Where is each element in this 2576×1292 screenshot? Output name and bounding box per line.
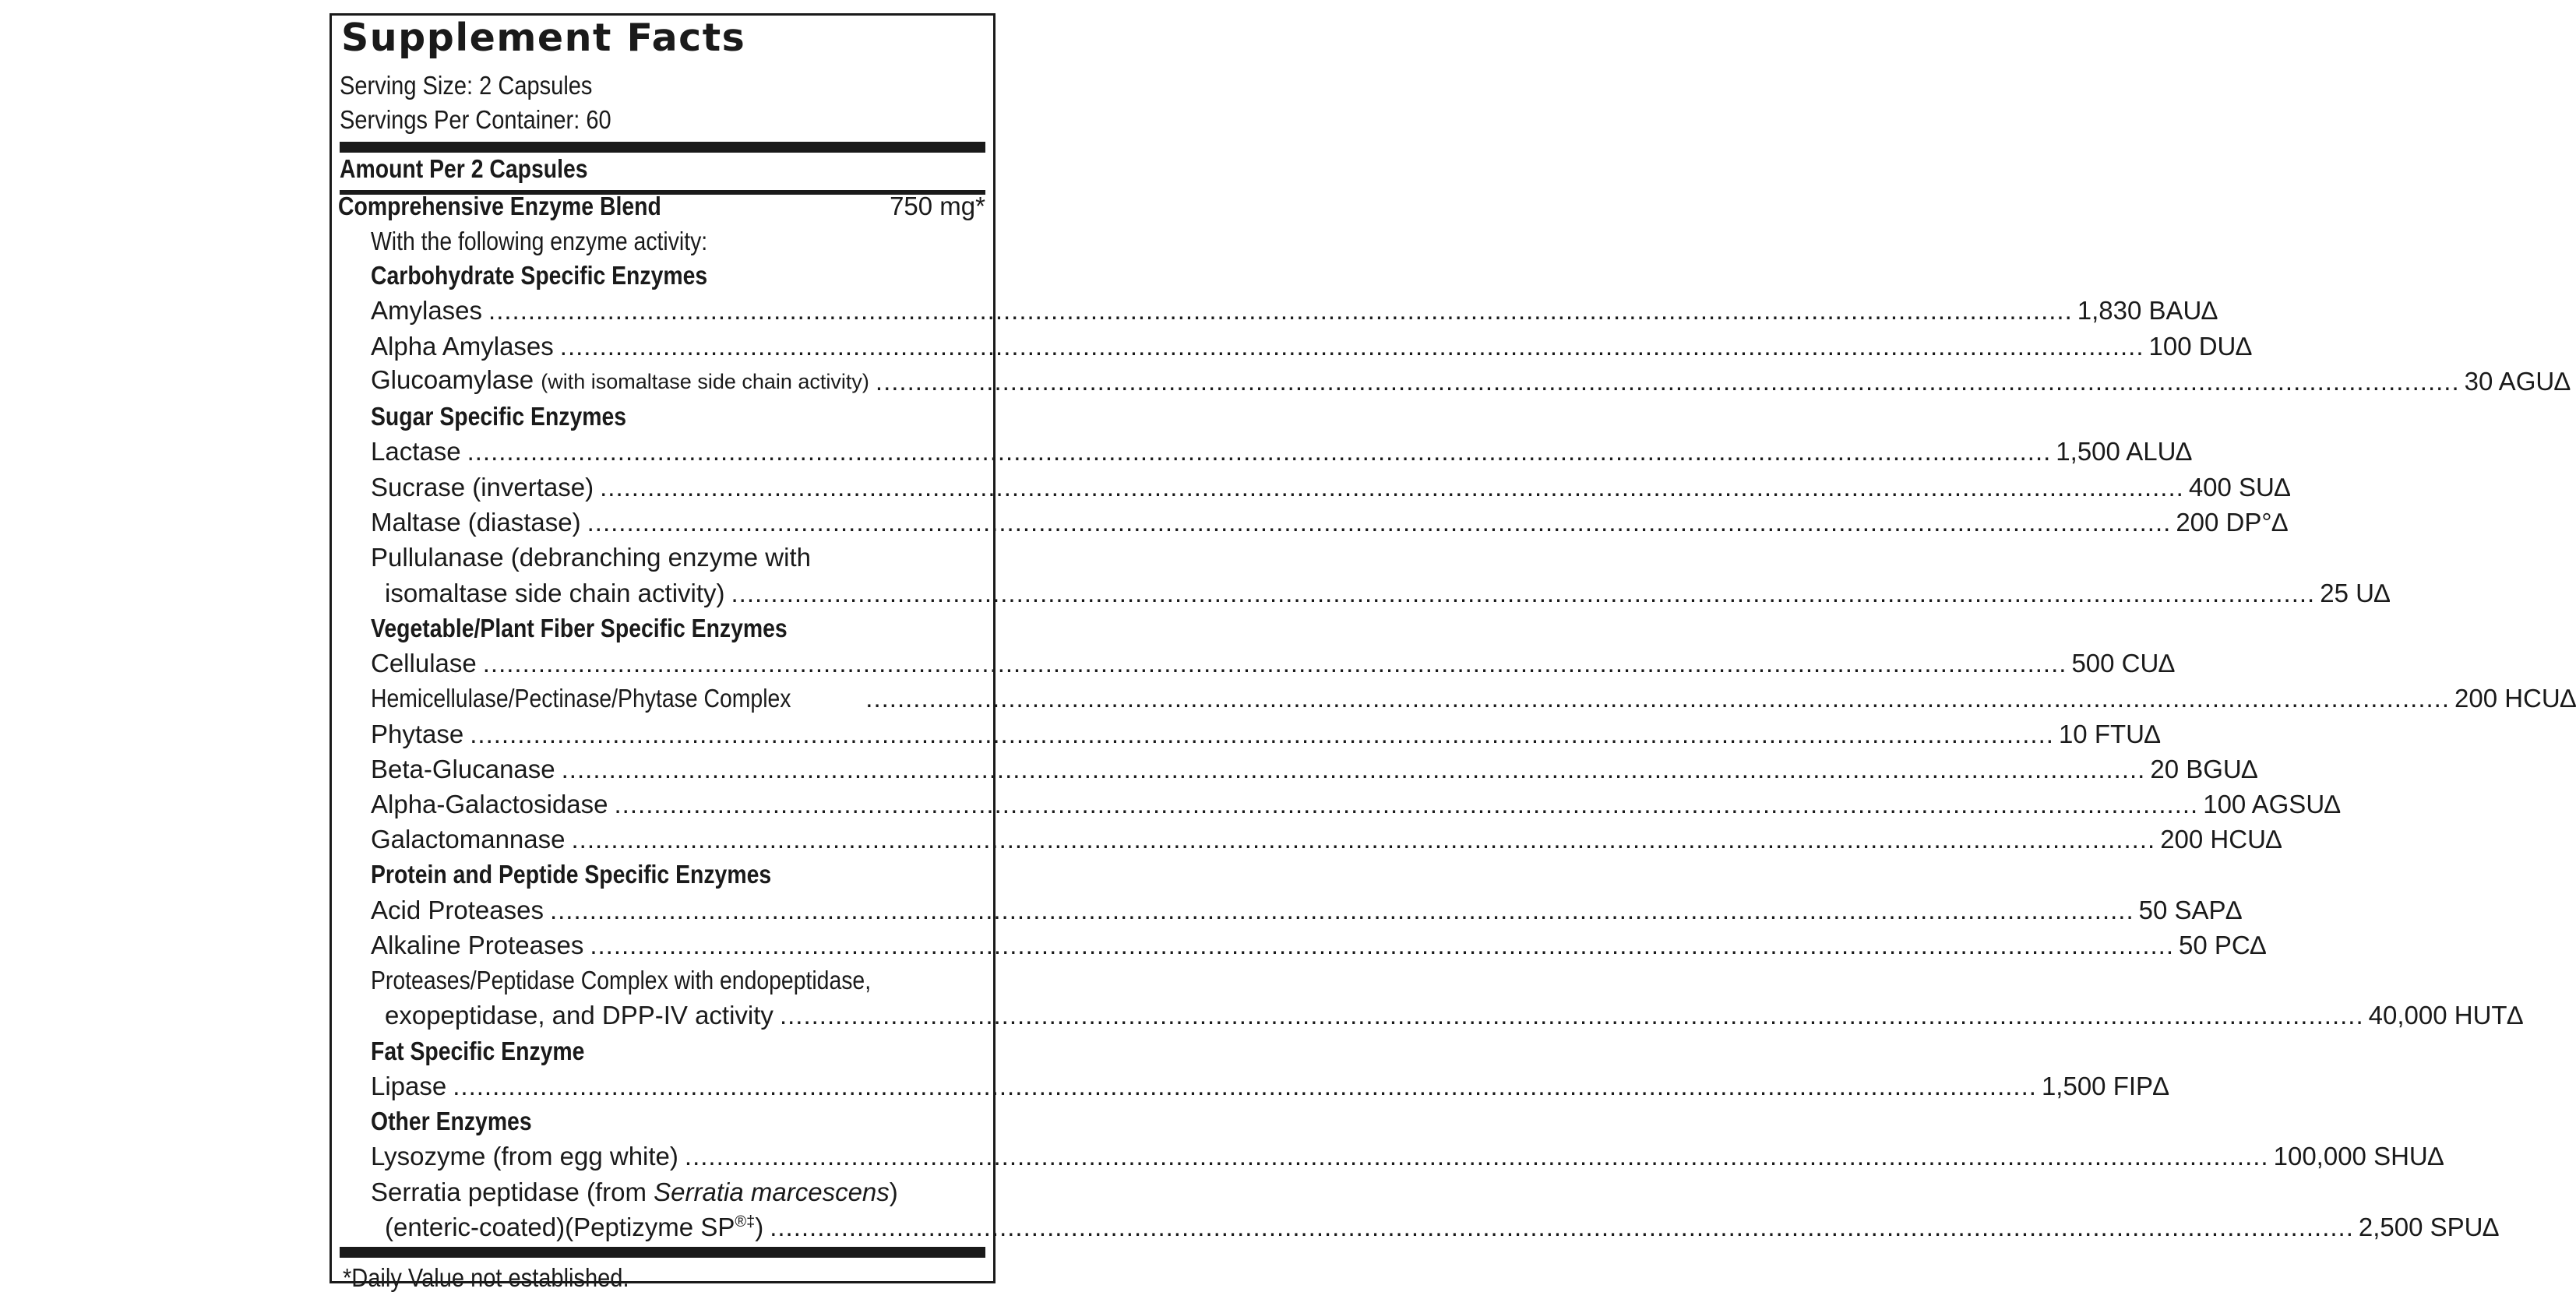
section-fiber: Vegetable/Plant Fiber Specific Enzymes <box>371 614 788 642</box>
enzyme-name: Alkaline Proteases <box>371 931 584 959</box>
enzyme-activity: 200 DP°∆ <box>2176 508 2288 537</box>
leader-dots: ........................................................................................................................................................................................................ <box>482 649 2067 678</box>
leader-dots: ........................................................................................................................................................................................................ <box>684 1142 2269 1171</box>
enzyme-name: Cellulase <box>371 649 477 678</box>
list-item-continued <box>385 1000 2523 1031</box>
list-item <box>371 1177 985 1208</box>
section-heading <box>371 859 985 890</box>
section-sugar: Sugar Specific Enzymes <box>371 402 627 431</box>
section-heading <box>371 1106 985 1137</box>
list-item <box>371 331 2252 362</box>
intro-text: With the following enzyme activity: <box>371 227 708 255</box>
list-item-continued <box>385 1212 2499 1243</box>
serving-size: Serving Size: 2 Capsules <box>340 71 593 100</box>
enzyme-name: Alpha-Galactosidase <box>371 790 608 819</box>
enzyme-name: Glucoamylase <box>371 365 534 394</box>
supplement-facts-panel <box>329 13 2576 1292</box>
list-item <box>371 648 2175 679</box>
list-item <box>371 295 2218 326</box>
enzyme-activity: 100 DU∆ <box>2148 332 2252 361</box>
list-item <box>371 365 2571 397</box>
leader-dots: ........................................................................................................................................................................................................ <box>875 367 2460 396</box>
panel-title: Supplement Facts <box>341 16 746 60</box>
enzyme-activity: 25 U∆ <box>2320 579 2391 607</box>
enzyme-activity: 100,000 SHU∆ <box>2273 1142 2444 1171</box>
leader-dots: ........................................................................................................................................................................................................ <box>731 579 2316 607</box>
list-item <box>371 683 2576 714</box>
enzyme-activity: 30 AGU∆ <box>2464 367 2571 396</box>
list-item <box>371 895 2242 926</box>
enzyme-name: Phytase <box>371 720 464 748</box>
enzyme-name-continued: isomaltase side chain activity) <box>385 579 725 607</box>
section-heading <box>371 401 985 432</box>
trademark-marks: ®‡ <box>735 1213 756 1230</box>
list-item <box>371 472 2291 503</box>
enzyme-activity: 100 AGSU∆ <box>2203 790 2341 819</box>
enzyme-name: Lipase <box>371 1072 447 1100</box>
bottom-divider <box>340 1247 985 1258</box>
enzyme-name: Maltase (diastase) <box>371 508 581 537</box>
enzyme-name: Galactomannase <box>371 825 566 854</box>
enzyme-name: Lactase <box>371 437 461 466</box>
blend-amount: 750 mg* <box>890 192 985 220</box>
list-item <box>371 719 2161 750</box>
enzyme-activity: 2,500 SPU∆ <box>2358 1213 2499 1241</box>
leader-dots: ........................................................................................................................................................................................................ <box>453 1072 2037 1100</box>
list-item <box>371 1141 2444 1172</box>
enzyme-activity: 200 HCU∆ <box>2454 684 2576 713</box>
enzyme-name: Pullulanase (debranching enzyme with <box>371 543 811 572</box>
enzyme-name-end: ) <box>889 1178 898 1206</box>
footnote: *Daily Value not established. <box>343 1263 629 1292</box>
enzyme-activity: 200 HCU∆ <box>2160 825 2282 854</box>
blend-row <box>338 191 985 222</box>
ingredient-list <box>332 16 2576 1281</box>
leader-dots: ........................................................................................................................................................................................................ <box>488 296 2073 325</box>
intro-row <box>371 226 985 257</box>
list-item <box>371 1071 2169 1102</box>
leader-dots: ........................................................................................................................................................................................................ <box>779 1001 2364 1030</box>
enzyme-activity: 1,500 ALU∆ <box>2056 437 2192 466</box>
list-item <box>371 436 2192 467</box>
leader-dots: ........................................................................................................................................................................................................ <box>470 720 2054 748</box>
leader-dots: ........................................................................................................................................................................................................ <box>590 931 2175 959</box>
leader-dots: ........................................................................................................................................................................................................ <box>467 437 2052 466</box>
leader-dots: ........................................................................................................................................................................................................ <box>587 508 2172 537</box>
enzyme-name: Alpha Amylases <box>371 332 554 361</box>
list-item <box>371 965 985 996</box>
enzyme-activity: 1,830 BAU∆ <box>2077 296 2218 325</box>
leader-dots: ........................................................................................................................................................................................................ <box>614 790 2199 819</box>
enzyme-activity: 40,000 HUT∆ <box>2368 1001 2523 1030</box>
leader-dots: ........................................................................................................................................................................................................ <box>549 896 2134 924</box>
enzyme-name: Beta-Glucanase <box>371 755 555 783</box>
list-item <box>371 754 2257 785</box>
enzyme-name: Hemicellulase/Pectinase/Phytase Complex <box>371 684 791 713</box>
enzyme-name: Acid Proteases <box>371 896 544 924</box>
enzyme-note: (with isomaltase side chain activity) <box>541 370 869 393</box>
enzyme-name-continued-end: ) <box>755 1213 764 1241</box>
enzyme-activity: 400 SU∆ <box>2188 473 2291 502</box>
section-protein: Protein and Peptide Specific Enzymes <box>371 860 772 889</box>
enzyme-source: Serratia marcescens <box>654 1178 890 1206</box>
leader-dots: ........................................................................................................................................................................................................ <box>600 473 2184 502</box>
list-item <box>371 542 985 573</box>
amount-per-heading: Amount Per 2 Capsules <box>340 154 588 183</box>
enzyme-activity: 10 FTU∆ <box>2058 720 2161 748</box>
servings-per-container: Servings Per Container: 60 <box>340 105 611 134</box>
enzyme-activity: 500 CU∆ <box>2071 649 2175 678</box>
leader-dots: ........................................................................................................................................................................................................ <box>559 332 2144 361</box>
enzyme-name-continued: exopeptidase, and DPP-IV activity <box>385 1001 774 1030</box>
leader-dots: ........................................................................................................................................................................................................ <box>865 684 2450 713</box>
list-item-continued <box>385 578 2391 609</box>
enzyme-name: Amylases <box>371 296 483 325</box>
enzyme-name: Sucrase (invertase) <box>371 473 594 502</box>
section-fat: Fat Specific Enzyme <box>371 1037 585 1065</box>
section-heading <box>371 1036 985 1067</box>
blend-name: Comprehensive Enzyme Blend <box>338 192 661 220</box>
leader-dots: ........................................................................................................................................................................................................ <box>770 1213 2354 1241</box>
section-other: Other Enzymes <box>371 1107 532 1135</box>
enzyme-name: Serratia peptidase (from <box>371 1178 654 1206</box>
section-heading <box>371 260 985 291</box>
section-carbohydrate: Carbohydrate Specific Enzymes <box>371 261 708 290</box>
enzyme-activity: 20 BGU∆ <box>2150 755 2257 783</box>
enzyme-name: Lysozyme (from egg white) <box>371 1142 678 1171</box>
section-heading <box>371 613 985 644</box>
list-item <box>371 507 2288 538</box>
enzyme-activity: 50 PC∆ <box>2179 931 2266 959</box>
enzyme-name: Proteases/Peptidase Complex with endopeptidase, <box>371 966 872 995</box>
enzyme-name-continued: (enteric-coated)(Peptizyme SP <box>385 1213 735 1241</box>
leader-dots: ........................................................................................................................................................................................................ <box>571 825 2156 854</box>
list-item <box>371 930 2266 961</box>
leader-dots: ........................................................................................................................................................................................................ <box>561 755 2146 783</box>
list-item <box>371 789 2341 820</box>
enzyme-activity: 50 SAP∆ <box>2138 896 2242 924</box>
list-item <box>371 824 2282 855</box>
enzyme-activity: 1,500 FIP∆ <box>2041 1072 2169 1100</box>
